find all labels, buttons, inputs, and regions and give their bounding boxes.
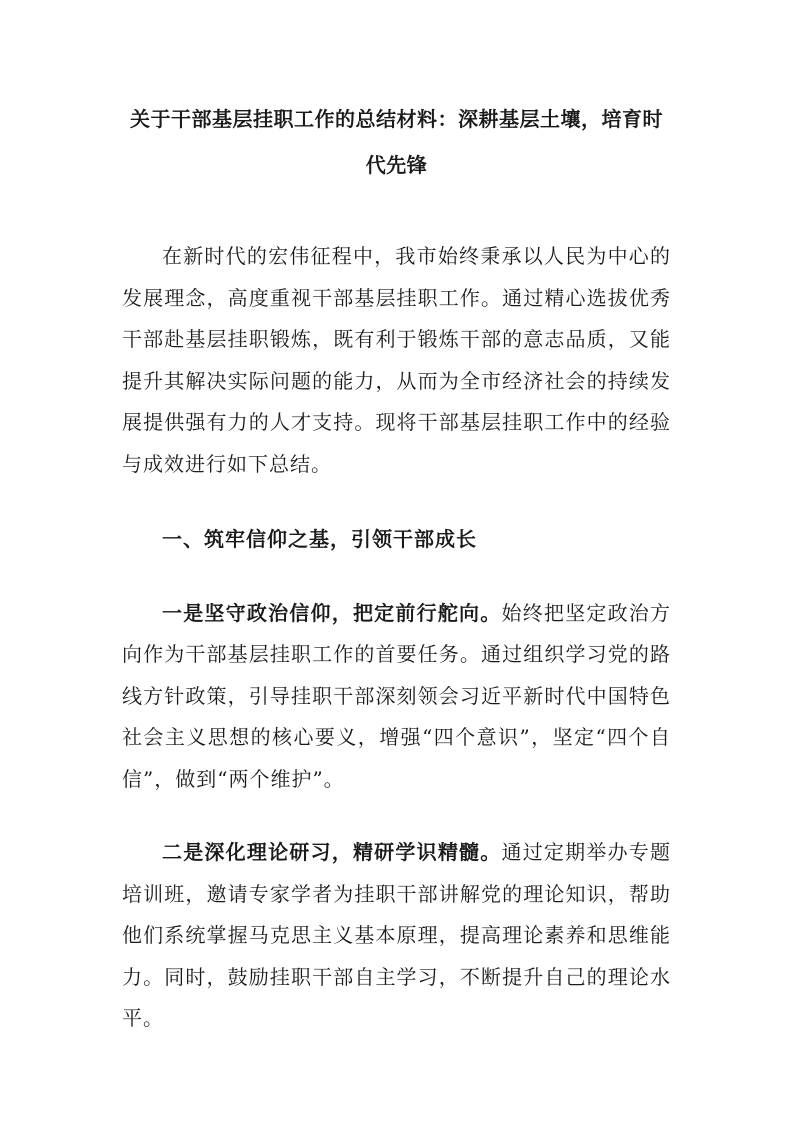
document-title: 关于干部基层挂职工作的总结材料：深耕基层土壤，培育时代先锋 [130, 107, 663, 177]
item-paragraph-1 [122, 593, 671, 801]
item-lead-2: 二是深化理论研习，精研学识精髓。 [162, 840, 502, 864]
section-heading: 一、筑牢信仰之基，引领干部成长 [162, 527, 477, 551]
item-body-1: 始终把坚定政治方向作为干部基层挂职工作的首要任务。通过组织学习党的路线方针政策，引导挂职干部深刻领会习近平新时代中国特色社会主义思想的核心要义，增强“四个意识”，坚定“四个自信”，做到“两个维护”。 [122, 600, 672, 791]
item-paragraph-2 [122, 832, 671, 1040]
item-lead-1: 一是坚守政治信仰，把定前行舵向。 [162, 600, 502, 625]
intro-paragraph: 在新时代的宏伟征程中，我市始终秉承以人民为中心的发展理念，高度重视干部基层挂职工作。通过精心选拔优秀干部赴基层挂职锻炼，既有利于锻炼干部的意志品质，又能提升其解决实际问题的能力，从而为全市经济社会的持续发展提供强有力的人才支持。现将干部基层挂职工作中的经验与成效进行如下总结。 [122, 244, 671, 476]
item-body-2: 通过定期举办专题培训班，邀请专家学者为挂职干部讲解党的理论知识，帮助他们系统掌握马克思主义基本原理，提高理论素养和思维能力。同时，鼓励挂职干部自主学习，不断提升自己的理论水平。 [122, 840, 672, 1030]
